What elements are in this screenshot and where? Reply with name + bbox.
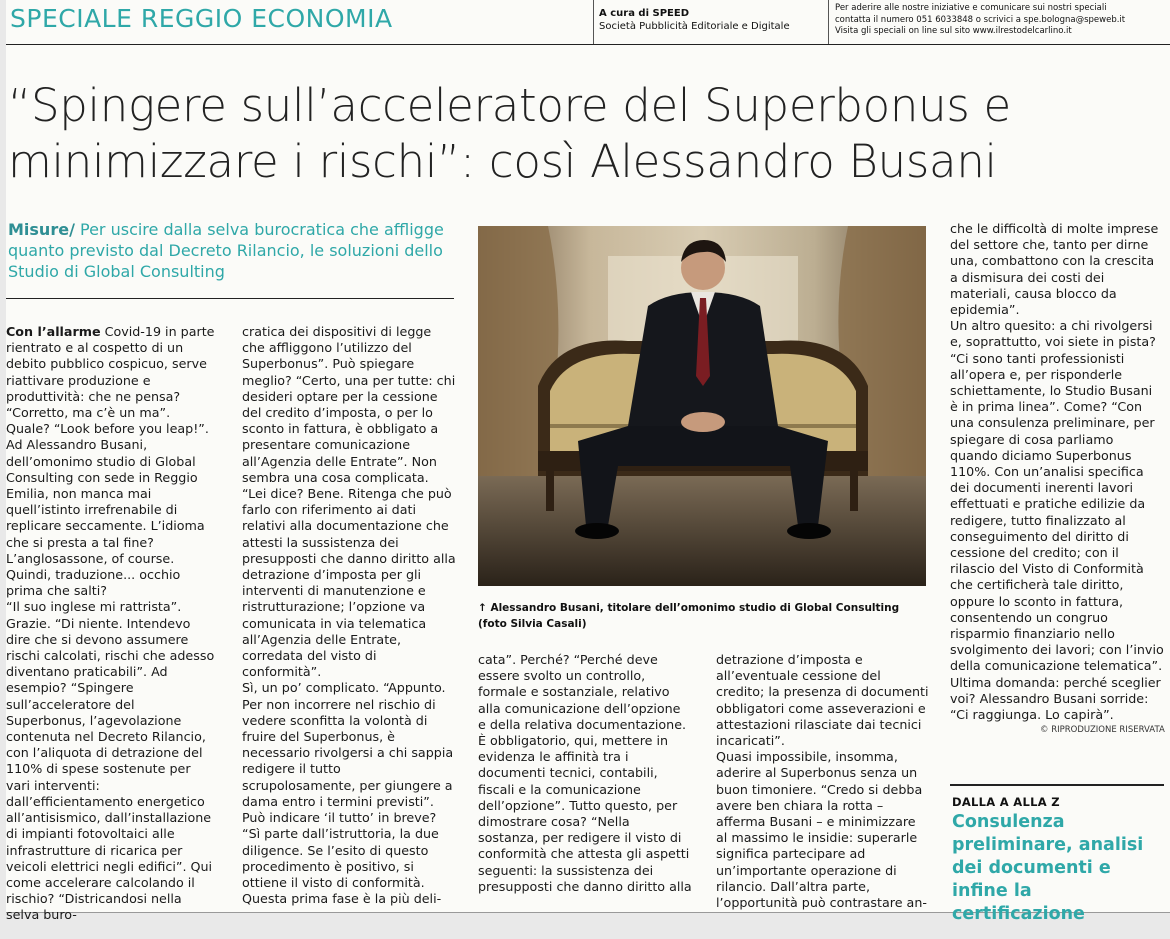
article-subheadline — [8, 219, 448, 282]
section-title: SPECIALE REGGIO ECONOMIA — [10, 4, 393, 33]
kicker: Misure/ — [8, 220, 75, 239]
sidebar-box-title: Consulenza preliminare, analisi dei documenti e infine la certificazione — [952, 812, 1144, 924]
contact-line: Visita gli speciali on line sul sito www.ilrestodelcarlino.it — [835, 26, 1072, 36]
article-column-2: cratica dei dispositivi di legge che affliggono l’utilizzo del Superbonus”. Può spiegare meglio? “Certo, una per tutte: chi desideri optare per la cessione del credito d’imposta, o per lo sconto in fattura, è obbligato a presentare comunicazione all’Agenzia delle Entrate”. Non sembra una cosa complicata. “Lei dice? Bene. Ritenga che può farlo con riferimento ai dati relativi alla documentazione che attesti la sussistenza dei presupposti che danno diritto alla detrazione d’imposta per gli interventi di manutenzione e ristrutturazione; l’opzione va comunicata in via telematica all’Agenzia delle Entrate, corredata del visto di conformità”. Sì, un po’ complicato. “Appunto. Per non incorrere nel rischio di vedere sconfitta la volontà di fruire del Superbonus, è necessario rivolgersi a chi sappia redigere il tutto scrupolosamente, per giungere a dama entro i termini previsti”. Può indicare ‘il tutto’ in breve? “Sì parte dall’istruttoria, la due diligence. Se l’esito di questo procedimento è positivo, si ottiene il visto di conformità. Questa prima fase è la più deli- — [242, 324, 456, 907]
article-column-4: detrazione d’imposta e all’eventuale cessione del credito; la presenza di documenti obbligatori come asseverazioni e attestazioni rilasciate dai tecnici incaricati”. Quasi impossibile, insomma, aderire al Superbonus senza un buon timoniere. “Credo si debba avere ben chiara la rotta – afferma Busani – e minimizzare al massimo le insidie: superarle significa partecipare ad un’importante operazione di rilancio. Dall’altra parte, l’opportunità può contrastare an- — [716, 652, 929, 911]
header-rule — [6, 44, 1170, 45]
article-column-1 — [6, 324, 218, 923]
contact-line: contatta il numero 051 6033848 o scrivici a spe.bologna@speweb.it — [835, 14, 1126, 25]
photo-caption: ↑ Alessandro Busani, titolare dell’omonimo studio di Global Consulting (foto Silvia Casali) — [478, 602, 900, 630]
sidebar-box-label: DALLA A ALLA Z — [952, 795, 1060, 809]
lead-words: Con l’allarme — [6, 324, 101, 339]
subheadline-text: Per uscire dalla selva burocratica che affligge quanto previsto dal Decreto Rilancio, le soluzioni dello Studio di Global Consulting — [8, 220, 444, 281]
contact-info — [835, 3, 1125, 38]
header-divider — [828, 0, 829, 44]
publisher-company: Società Pubblicità Editoriale e Digitale — [599, 21, 790, 32]
article-column-5: che le difficoltà di molte imprese del settore che, tanto per dirne una, combattono con la crescita a dismisura dei costi dei materiali, causa blocco da epidemia”. Un altro quesito: a chi rivolgersi e, soprattutto, voi siete in pista? “Ci sono tanti professionisti all’opera e, per risponderle schiettamente, lo Studio Busani è in prima linea”. Come? “Con una consulenza preliminare, per spiegare di cosa parliamo quando diciamo Superbonus 110%. Con un’analisi specifica dei documenti inerenti lavori effettuati e pratiche edilizie da redigere, tutto finalizzato al conseguimento del diritto di cessione del credito; con il rilascio del Visto di Conformità che certificherà tale diritto, oppure lo sconto in fattura, consentendo un congruo risparmio finanziario nello svolgimento dei lavori; con l’invio della comunicazione telematica”. Ultima domanda: perché sceglier voi? Alessandro Busani sorride: “Ci raggiunga. Lo capirà”. — [950, 221, 1164, 723]
portrait-illustration — [478, 226, 926, 586]
subheadline-rule — [6, 298, 454, 299]
publisher-label: A cura di SPEED — [599, 8, 689, 19]
newspaper-page — [6, 0, 1170, 924]
portrait-photo — [478, 226, 926, 586]
sidebar-box-rule — [950, 784, 1164, 786]
header-divider — [593, 0, 594, 44]
column-text: Covid-19 in parte rientrato e al cospetto di un debito pubblico cospicuo, serve riattivare produzione e produttività: che ne pensa? “Corretto, ma c’è un ma”. Quale? “Look before you leap!”. Ad Alessandro Busani, dell’omonimo studio di Global Consulting con sede in Reggio Emilia, non manca mai quell’istinto irrefrenabile di replicare seccamente. L’idioma che si presta a tal fine? L’anglosassone, of course. Quindi, traduzione... occhio prima che salti? “Il suo inglese mi rattrista”. Grazie. “Di niente. Intendevo dire che si devono assumere rischi calcolati, rischi che adesso diventano praticabili”. Ad esempio? “Spingere sull’acceleratore del Superbonus, l’agevolazione contenuta nel Decreto Rilancio, con l’aliquota di detrazione del 110% di spese sostenute per vari interventi: dall’efficientamento energetico all’antisismico, dall’installazione di impianti fotovoltaici alle infrastrutture di ricarica per veicoli elettrici negli edifici”. Qui come accelerare calcolando il rischio? “Districandosi nella selva buro- — [6, 324, 215, 923]
publisher-credit — [599, 7, 790, 33]
article-headline: “Spingere sull’acceleratore del Superbonus e minimizzare i rischi”: così Alessandro Busani — [8, 79, 1011, 188]
copyright-notice: © RIPRODUZIONE RISERVATA — [1040, 725, 1165, 735]
contact-line: Per aderire alle nostre iniziative e comunicare sui nostri speciali — [835, 3, 1107, 13]
article-column-3: cata”. Perché? “Perché deve essere svolto un controllo, formale e sostanziale, relativo alla comunicazione dell’opzione e della relativa documentazione. È obbligatorio, qui, mettere in evidenza le affinità tra i documenti tecnici, contabili, fiscali e la comunicazione dell’opzione”. Tutto questo, per dimostrare cosa? “Nella sostanza, per redigere il visto di conformità che attesta gli aspetti seguenti: la sussistenza dei presupposti che danno diritto alla — [478, 652, 692, 894]
